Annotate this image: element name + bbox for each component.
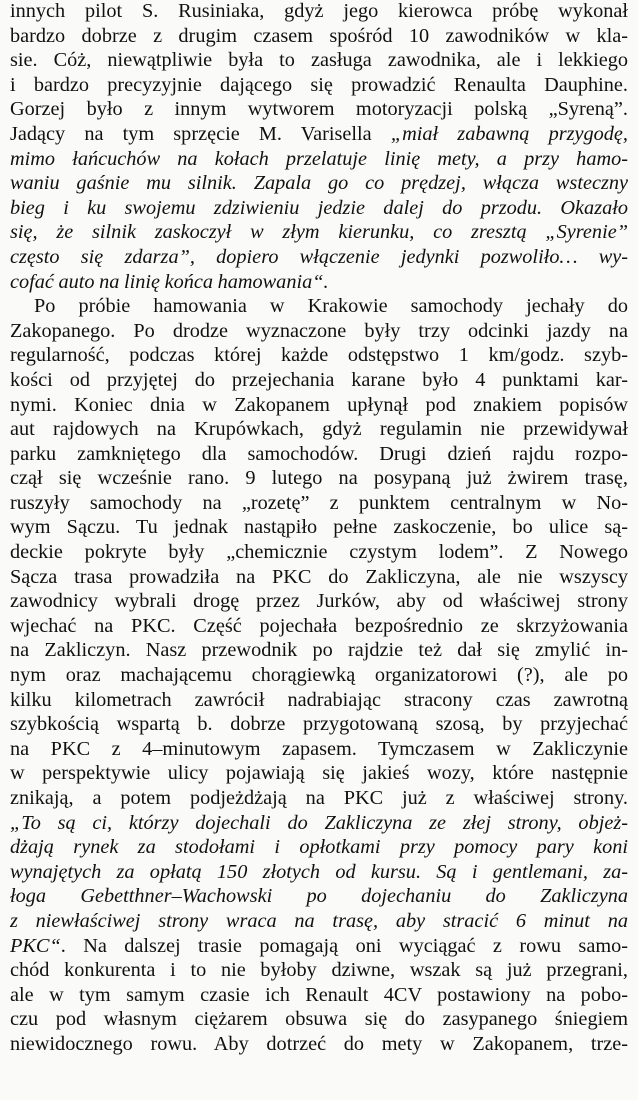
text-line [10,48,628,73]
quote-segment: łoga Gebetthner–Wachowski po dojechaniu do Zakliczyna [10,885,628,908]
text-segment: w perspektywie ulicy pojawiają się jakieś wozy, które następnie [10,762,628,785]
text-line [10,73,628,98]
text-segment: Jadący na tym sprzęcie M. Varisella [10,122,391,145]
quote-segment: „miał zabawną przygodę, [390,122,628,145]
text-line [10,638,628,663]
text-line [10,1032,628,1057]
text-line [10,761,628,786]
quote-segment: z niewłaściwej strony wraca na trasę, aby stracić 6 minut na [10,909,628,932]
text-line [10,688,628,713]
text-line [10,220,628,245]
text-line [10,0,628,24]
text-line [10,909,628,934]
text-segment: nym oraz machającemu chorągiewką organizatorowi (?), ale po [10,664,628,687]
text-segment: na PKC z 4–minutowym zapasem. Tymczasem w Zakliczynie [10,737,628,760]
text-line [10,319,628,344]
quote-segment: PKC“ [10,934,61,957]
text-segment: Zakopanego. Po drodze wyznaczone były trzy odcinki jazdy na [10,319,628,342]
text-segment: chód konkurenta i to nie byłoby dziwne, wszak są już przegrani, [10,959,628,982]
text-line [10,24,628,49]
text-line [10,712,628,737]
text-segment: wym Sączu. Tu jednak nastąpiło pełne zaskoczenie, bo ulice są- [10,516,628,539]
text-segment: ruszyły samochody na „rozetę” z punktem centralnym w No- [10,491,628,514]
text-line [10,786,628,811]
text-segment: zawodnicy wybrali drogę przez Jurków, aby od właściwej strony [10,590,628,613]
text-segment: na Zakliczyn. Nasz przewodnik po rajdzie też dał się zmylić in- [10,639,628,662]
text-segment: Sącza trasa prowadziła na PKC do Zakliczyna, ale nie wszyscy [10,565,628,588]
text-line [10,466,628,491]
text-segment: kilku kilometrach zawrócił nadrabiając stracony czas zawrotną [10,688,628,711]
text-line [10,860,628,885]
text-segment: Gorzej było z innym wytworem motoryzacji polską „Syreną”. [10,98,628,121]
text-line [10,515,628,540]
text-line [10,934,628,959]
quote-segment: „To są ci, którzy dojechali do Zakliczyna ze złej strony, objeż- [10,811,628,834]
quote-segment: wynajętych za opłatą 150 złotych od kursu. Są i gentlemani, za- [10,860,628,883]
text-line [10,589,628,614]
quote-segment: waniu gaśnie mu silnik. Zapala go co prędzej, włącza wsteczny [10,172,628,195]
text-segment: ale w tym samym czasie ich Renault 4CV postawiony na pobo- [10,983,628,1006]
text-line [10,393,628,418]
quote-segment: cofać auto na linię końca hamowania“. [10,270,329,293]
text-segment: parku zamkniętego dla samochodów. Drugi dzień rajdu rozpo- [10,442,628,465]
text-line [10,171,628,196]
text-line [10,1007,628,1032]
text-line [10,97,628,122]
article-body [10,0,628,1057]
text-line [10,147,628,172]
text-line [10,540,628,565]
quote-segment: często się zdarza”, dopiero włączenie jedynki pozwoliło… wy- [10,245,628,268]
text-line [10,811,628,836]
text-segment: regularność, podczas której każde odstępstwo 1 km/godz. szyb- [10,344,628,367]
quote-segment: bieg i ku swojemu zdziwieniu jedzie dalej do przodu. Okazało [10,196,628,219]
text-segment: deckie pokryte były „chemicznie czystym lodem”. Z Nowego [10,541,628,564]
text-segment: innych pilot S. Rusiniaka, gdyż jego kierowca próbę wykonał [10,0,628,22]
text-line [10,270,628,295]
text-segment: wjechać na PKC. Część pojechała bezpośrednio ze skrzyżowania [10,614,628,637]
text-line [10,294,628,319]
text-line [10,442,628,467]
text-segment: czu pod własnym ciężarem obsuwa się do zasypanego śniegiem [10,1008,628,1031]
text-line [10,565,628,590]
text-segment: . Na dalszej trasie pomagają oni wyciągać z rowu samo- [60,934,628,957]
text-line [10,958,628,983]
text-line [10,491,628,516]
text-line [10,835,628,860]
text-line [10,368,628,393]
text-line [10,663,628,688]
text-segment: aut rajdowych na Krupówkach, gdyż regulamin nie przewidywał [10,418,628,441]
text-line [10,196,628,221]
text-segment: Po próbie hamowania w Krakowie samochody jechały do [34,295,628,318]
text-segment: nymi. Koniec dnia w Zakopanem upłynął pod znakiem popisów [10,393,628,416]
text-line [10,737,628,762]
text-segment: bardzo dobrze z drugim czasem spośród 10 zawodników w kla- [10,24,628,47]
quote-segment: dżają rynek za stodołami i opłotkami przy pomocy pary koni [10,836,628,859]
text-line [10,245,628,270]
text-segment: sie. Cóż, niewątpliwie była to zasługa zawodnika, ale i lekkiego [10,49,628,72]
text-segment: i bardzo precyzyjnie dającego się prowadzić Renaulta Dauphine. [10,73,628,96]
text-line [10,983,628,1008]
text-segment: czął się wcześnie rano. 9 lutego na posypaną już żwirem trasę, [10,467,628,490]
quote-segment: się, że silnik zaskoczył w złym kierunku, co zresztą „Syrenie” [10,221,628,244]
text-line [10,884,628,909]
text-line [10,122,628,147]
text-line [10,343,628,368]
text-segment: szybkością wspartą b. dobrze przygotowaną szosą, by przyjechać [10,713,628,736]
text-segment: znikają, a potem podjeżdżają na PKC już z właściwej strony. [10,787,628,809]
quote-segment: mimo łańcuchów na kołach przelatuje linię mety, a przy hamo- [10,147,628,170]
text-line [10,614,628,639]
text-segment: niewidocznego rowu. Aby dotrzeć do mety w Zakopanem, trze- [10,1032,628,1055]
text-segment: kości od przyjętej do przejechania karane było 4 punktami kar- [10,368,628,391]
text-line [10,417,628,442]
